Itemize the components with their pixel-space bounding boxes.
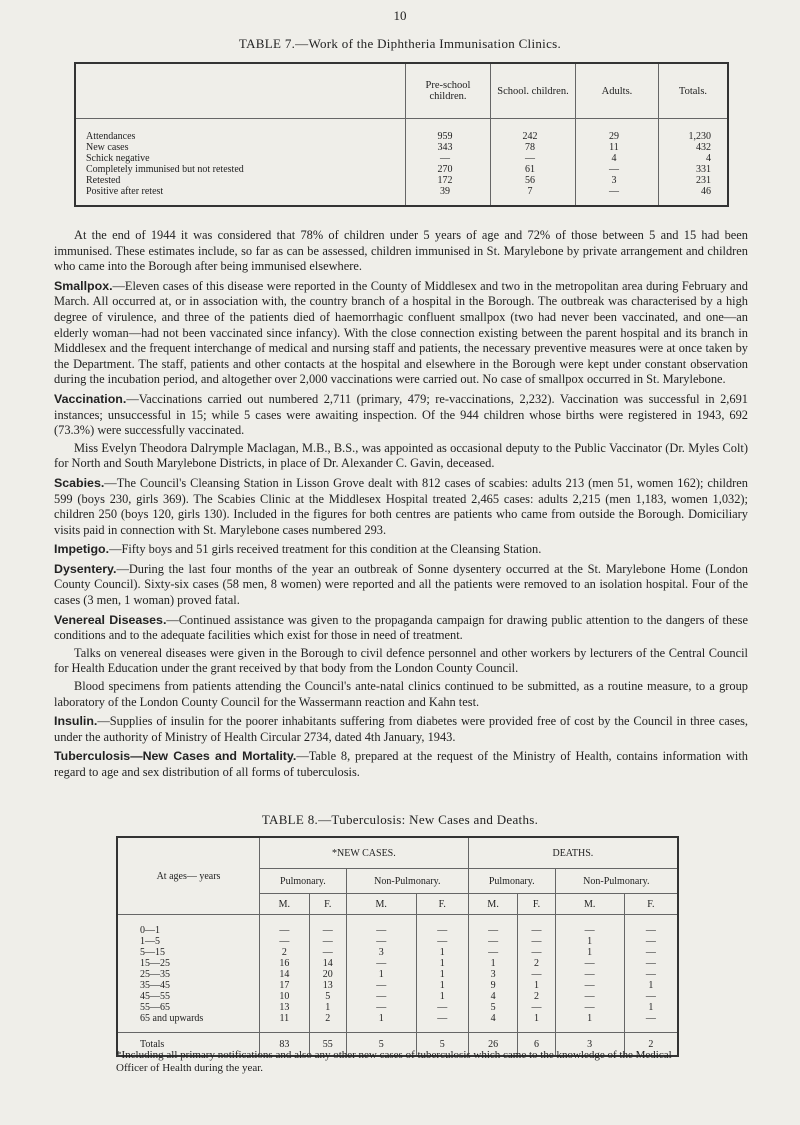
table8-cell: — xyxy=(309,936,346,947)
table8-cell: — xyxy=(624,936,678,947)
insulin-heading: Insulin. xyxy=(54,714,98,729)
table8-cell: 1 xyxy=(309,1002,346,1013)
table7-cell: 29 xyxy=(576,131,659,142)
table7-row xyxy=(75,175,728,186)
table7-row-label: Completely immunised but not retested xyxy=(86,164,244,175)
table8-row xyxy=(117,969,678,980)
table8-cell: 10 xyxy=(260,991,310,1002)
scabies-paragraph: Scabies.—The Council's Cleansing Station in Lisson Grove dealt with 812 cases of scabies: adults 213 (men 51, women 162); children 599 (boys 230, girls 369). The Scabies Clinic at the Middlesex Hospital treated 2,465 cases: adults 2,215 (men 1,183, women 1,032); children 250 (boys 120, girls 130). Included in the figures for both centres are patients who came from outside the Borough. Domiciliary visits paid in connection with St. Marylebone cases numbered 293. xyxy=(54,475,748,537)
table7-cell: 432 xyxy=(659,142,729,153)
table8-cell: — xyxy=(624,969,678,980)
table8-cell: 1 xyxy=(555,1013,624,1024)
table8-cell: — xyxy=(518,1002,555,1013)
table8-row xyxy=(117,958,678,969)
table7-cell: 343 xyxy=(406,142,491,153)
table8-total-cell: 6 xyxy=(518,1033,555,1057)
table8-total-cell: 55 xyxy=(309,1033,346,1057)
table8-age-label: 0—1 xyxy=(140,925,160,936)
footnote: *Including all primary notifications and also any other new cases of tuberculosis which came to the knowledge of the Medical Officer of Health during the year. xyxy=(116,1049,672,1074)
table7-row xyxy=(75,142,728,153)
table8-row xyxy=(117,947,678,958)
table8-cell: 3 xyxy=(468,969,518,980)
tuberculosis-heading: Tuberculosis—New Cases and Mortality. xyxy=(54,749,297,764)
table8-cell: — xyxy=(468,936,518,947)
table7-row-label: Retested xyxy=(86,175,121,186)
immunisation-paragraph: At the end of 1944 it was considered that 78% of children under 5 years of age and 72% of those between 5 and 15 had been immunised. These estimates include, so far as can be assessed, children immunised in St. Marylebone by private arrangement and children who came into the Borough after being immunised elsewhere. xyxy=(54,228,748,274)
table8-cell: 20 xyxy=(309,969,346,980)
table7-row-label: Positive after retest xyxy=(86,186,164,197)
table8-cell: — xyxy=(518,925,555,936)
table8-cell: — xyxy=(555,969,624,980)
table8-cell: 14 xyxy=(309,958,346,969)
table8-cell: — xyxy=(260,936,310,947)
table8-header-deaths-nonpulmonary: Non-Pulmonary. xyxy=(555,869,678,894)
table8-age-label: 15—25 xyxy=(140,958,170,969)
table8-cell: — xyxy=(518,936,555,947)
table8-cell: — xyxy=(624,947,678,958)
table8-cell: 2 xyxy=(518,958,555,969)
table8-cell: — xyxy=(555,991,624,1002)
table8-cell: — xyxy=(518,947,555,958)
table8-total-cell: 5 xyxy=(416,1033,468,1057)
table8-header-f: F. xyxy=(518,894,555,915)
table8-cell: 1 xyxy=(555,947,624,958)
table7-cell: — xyxy=(491,153,576,164)
table8-cell: 2 xyxy=(309,1013,346,1024)
table7-cell: 46 xyxy=(659,186,729,197)
table8-cell: 11 xyxy=(260,1013,310,1024)
table8-age-label: 35—45 xyxy=(140,980,170,991)
venereal-heading: Venereal Diseases. xyxy=(54,612,167,627)
table8-cell: 1 xyxy=(468,958,518,969)
table8-cell: 1 xyxy=(416,958,468,969)
table8-age-label: 1—5 xyxy=(140,936,160,947)
table7-cell: 4 xyxy=(576,153,659,164)
table8-header-m: M. xyxy=(468,894,518,915)
table7-cell: 4 xyxy=(659,153,729,164)
table8-cell: — xyxy=(346,936,416,947)
table8-total-cell: 5 xyxy=(346,1033,416,1057)
table7 xyxy=(74,62,729,207)
table8-cell: 2 xyxy=(518,991,555,1002)
table7-cell: 39 xyxy=(406,186,491,197)
table7-header-row xyxy=(75,63,728,119)
table7-cell: 56 xyxy=(491,175,576,186)
table7-row-label: New cases xyxy=(86,142,129,153)
table8-row xyxy=(117,925,678,936)
table7-cell: 3 xyxy=(576,175,659,186)
table8-cell: 1 xyxy=(624,980,678,991)
table8-cell: — xyxy=(416,936,468,947)
table7-row xyxy=(75,131,728,142)
table8-cell: 1 xyxy=(624,1002,678,1013)
table7-cell: 331 xyxy=(659,164,729,175)
table8-cell: 1 xyxy=(416,991,468,1002)
table7-title: TABLE 7.—Work of the Diphtheria Immunisation Clinics. xyxy=(238,36,562,51)
table8-header-new-nonpulmonary: Non-Pulmonary. xyxy=(346,869,468,894)
table8-row xyxy=(117,980,678,991)
table8-cell: — xyxy=(346,991,416,1002)
table8-header-f: F. xyxy=(309,894,346,915)
table8-cell: — xyxy=(624,1013,678,1024)
impetigo-paragraph: Impetigo.—Fifty boys and 51 girls received treatment for this condition at the Cleansing Station. xyxy=(54,542,542,557)
insulin-paragraph: Insulin.—Supplies of insulin for the poorer inhabitants suffering from diabetes were provided free of cost by the Council in three cases, under the authority of Ministry of Health Circular 2734, dated 4th January, 1943. xyxy=(54,714,748,744)
table8 xyxy=(116,836,679,1057)
table8-cell: — xyxy=(309,947,346,958)
table8-cell: — xyxy=(309,925,346,936)
table8-cell: — xyxy=(624,958,678,969)
blood-paragraph: Blood specimens from patients attending the Council's ante-natal clinics continued to be submitted, as a routine measure, to a group laboratory of the London County Council for the Wassermann reaction and Kahn test. xyxy=(54,679,748,709)
vaccinator-paragraph: Miss Evelyn Theodora Dalrymple Maclagan, M.B., B.S., was appointed as occasional deputy to the Public Vaccinator (Dr. Myles Colt) for North and South Marylebone Districts, in place of Dr. Alexander C. Gavin, deceased. xyxy=(54,440,748,471)
table8-cell: — xyxy=(346,980,416,991)
table8-cell: — xyxy=(416,925,468,936)
table8-cell: 1 xyxy=(518,980,555,991)
table7-header-blank xyxy=(75,63,406,119)
table8-cell: 1 xyxy=(416,969,468,980)
table7-cell: 61 xyxy=(491,164,576,175)
table7-cell: 172 xyxy=(406,175,491,186)
table8-cell: — xyxy=(260,925,310,936)
table8-cell: — xyxy=(555,958,624,969)
table7-cell: 11 xyxy=(576,142,659,153)
table8-cell: — xyxy=(555,980,624,991)
table8-header-deaths: DEATHS. xyxy=(468,837,678,869)
table7-row-label: Attendances xyxy=(86,131,136,142)
table7-row xyxy=(75,164,728,175)
table7-cell: — xyxy=(406,153,491,164)
body-text xyxy=(54,228,748,783)
impetigo-heading: Impetigo. xyxy=(54,542,110,557)
table8-cell: — xyxy=(346,1002,416,1013)
venereal-paragraph: Venereal Diseases.—Continued assistance was given to the propaganda campaign for drawing public attention to the dangers of these conditions and to the adequate facilities which exist for those in need of treatment. xyxy=(54,612,748,643)
table8-row xyxy=(117,991,678,1002)
table8-cell: 16 xyxy=(260,958,310,969)
table8-cell: 13 xyxy=(260,1002,310,1013)
table8-row xyxy=(117,1013,678,1024)
table8-cell: 4 xyxy=(468,991,518,1002)
table8-cell: 5 xyxy=(468,1002,518,1013)
table8-age-label: 5—15 xyxy=(140,947,165,958)
table7-cell: — xyxy=(576,186,659,197)
table8-cell: 1 xyxy=(346,1013,416,1024)
table7-header-totals: Totals. xyxy=(659,63,729,119)
table8-age-label: 25—35 xyxy=(140,969,170,980)
table7-cell: 78 xyxy=(491,142,576,153)
table7-header-school: School. children. xyxy=(491,63,576,119)
table8-total-cell: 26 xyxy=(468,1033,518,1057)
table7-cell: 270 xyxy=(406,164,491,175)
table8-cell: 1 xyxy=(416,947,468,958)
scabies-heading: Scabies. xyxy=(54,475,105,490)
table8-total-cell: 83 xyxy=(260,1033,310,1057)
page-number: 10 xyxy=(393,8,407,23)
table8-cell: — xyxy=(346,925,416,936)
table8-age-label: 55—65 xyxy=(140,1002,170,1013)
table8-cell: 9 xyxy=(468,980,518,991)
table7-row-label: Schick negative xyxy=(86,153,150,164)
table8-cell: 1 xyxy=(346,969,416,980)
table8-cell: — xyxy=(416,1002,468,1013)
table7-cell: 242 xyxy=(491,131,576,142)
smallpox-paragraph: Smallpox.—Eleven cases of this disease were reported in the County of Middlesex and two in the metropolitan area during February and March. All occurred at, or in association with, the country branch of a hospital in the Borough. The outbreak was characterised by a high degree of virulence, and three of the patients died of haemorrhagic confluent smallpox (two had never been vaccinated, and one—an elderly woman—had not been vaccinated since infancy). With the close connection existing between the parent hospital and its branch in Middlesex and the frequent interchange of medical and nursing staff and patients, the necessary preventive measures were at once taken by the Department. The staff, patients and other contacts at the hospital and elsewhere in the Borough were kept under constant observation during the incubation period, and altogether over 2,000 vaccinations were carried out. No case of smallpox occurred in St. Marylebone. xyxy=(54,278,748,387)
table7-cell: 959 xyxy=(406,131,491,142)
vaccination-heading: Vaccination. xyxy=(54,391,127,406)
table8-cell: 14 xyxy=(260,969,310,980)
table8-cell: 4 xyxy=(468,1013,518,1024)
table8-age-label: 45—55 xyxy=(140,991,170,1002)
table8-cell: 1 xyxy=(518,1013,555,1024)
table8-cell: 17 xyxy=(260,980,310,991)
table7-row xyxy=(75,153,728,164)
table8-header-new-pulmonary: Pulmonary. xyxy=(260,869,347,894)
table8-cell: — xyxy=(518,969,555,980)
table8-cell: 3 xyxy=(346,947,416,958)
table8-row xyxy=(117,1002,678,1013)
table8-cell: — xyxy=(468,925,518,936)
table7-header-adults: Adults. xyxy=(576,63,659,119)
tuberculosis-paragraph: Tuberculosis—New Cases and Mortality.—Table 8, prepared at the request of the Ministry of Health, contains information with regard to age and sex distribution of all forms of tuberculosis. xyxy=(54,749,748,779)
table8-title: TABLE 8.—Tuberculosis: New Cases and Deaths. xyxy=(261,812,539,827)
table8-cell: 5 xyxy=(309,991,346,1002)
table8-header-m: M. xyxy=(260,894,310,915)
table8-header-m: M. xyxy=(346,894,416,915)
table8-cell: 1 xyxy=(555,936,624,947)
table8-header-new-cases: *NEW CASES. xyxy=(260,837,469,869)
talks-paragraph: Talks on venereal diseases were given in the Borough to civil defence personnel and other workers by lecturers of the Central Council for Health Education under the grant received by that body from the London County Council. xyxy=(54,645,748,676)
table8-header-f: F. xyxy=(624,894,678,915)
table8-cell: — xyxy=(346,958,416,969)
table8-cell: — xyxy=(468,947,518,958)
table7-cell: 1,230 xyxy=(659,131,729,142)
table8-cell: 1 xyxy=(416,980,468,991)
table8-row xyxy=(117,936,678,947)
table8-totals-label: Totals xyxy=(117,1033,260,1057)
table8-header-m: M. xyxy=(555,894,624,915)
table8-cell: — xyxy=(555,925,624,936)
table8-cell: 13 xyxy=(309,980,346,991)
table7-cell: — xyxy=(576,164,659,175)
table8-header-deaths-pulmonary: Pulmonary. xyxy=(468,869,555,894)
table8-total-cell: 2 xyxy=(624,1033,678,1057)
table7-cell: 231 xyxy=(659,175,729,186)
dysentery-paragraph: Dysentery.—During the last four months of the year an outbreak of Sonne dysentery occurred at the St. Marylebone Home (London County Council). Sixty-six cases (58 men, 8 women) were reported and all the patients were removed to an isolation hospital. Four of the cases (3 men, 1 woman) proved fatal. xyxy=(54,561,748,608)
table7-cell: 7 xyxy=(491,186,576,197)
table8-header-f: F. xyxy=(416,894,468,915)
vaccination-paragraph: Vaccination.—Vaccinations carried out numbered 2,711 (primary, 479; re-vaccinations, 2,232). Vaccination was successful in 2,691 instances; unsuccessful in 15; while 5 cases were awaiting inspection. Of the 944 children whose births were registered in 1943, 692 (73.3%) were successfully vaccinated. xyxy=(54,391,748,438)
table8-cell: — xyxy=(624,991,678,1002)
table8-age-label: 65 and upwards xyxy=(140,1013,204,1024)
smallpox-heading: Smallpox. xyxy=(54,278,113,293)
table8-cell: — xyxy=(416,1013,468,1024)
table7-row xyxy=(75,186,728,197)
table8-header-ages: At ages— years xyxy=(117,837,260,915)
table7-header-preschool: Pre-school children. xyxy=(406,63,491,119)
dysentery-heading: Dysentery. xyxy=(54,561,117,576)
table8-total-cell: 3 xyxy=(555,1033,624,1057)
table8-cell: — xyxy=(624,925,678,936)
table8-cell: 2 xyxy=(260,947,310,958)
table8-cell: — xyxy=(555,1002,624,1013)
